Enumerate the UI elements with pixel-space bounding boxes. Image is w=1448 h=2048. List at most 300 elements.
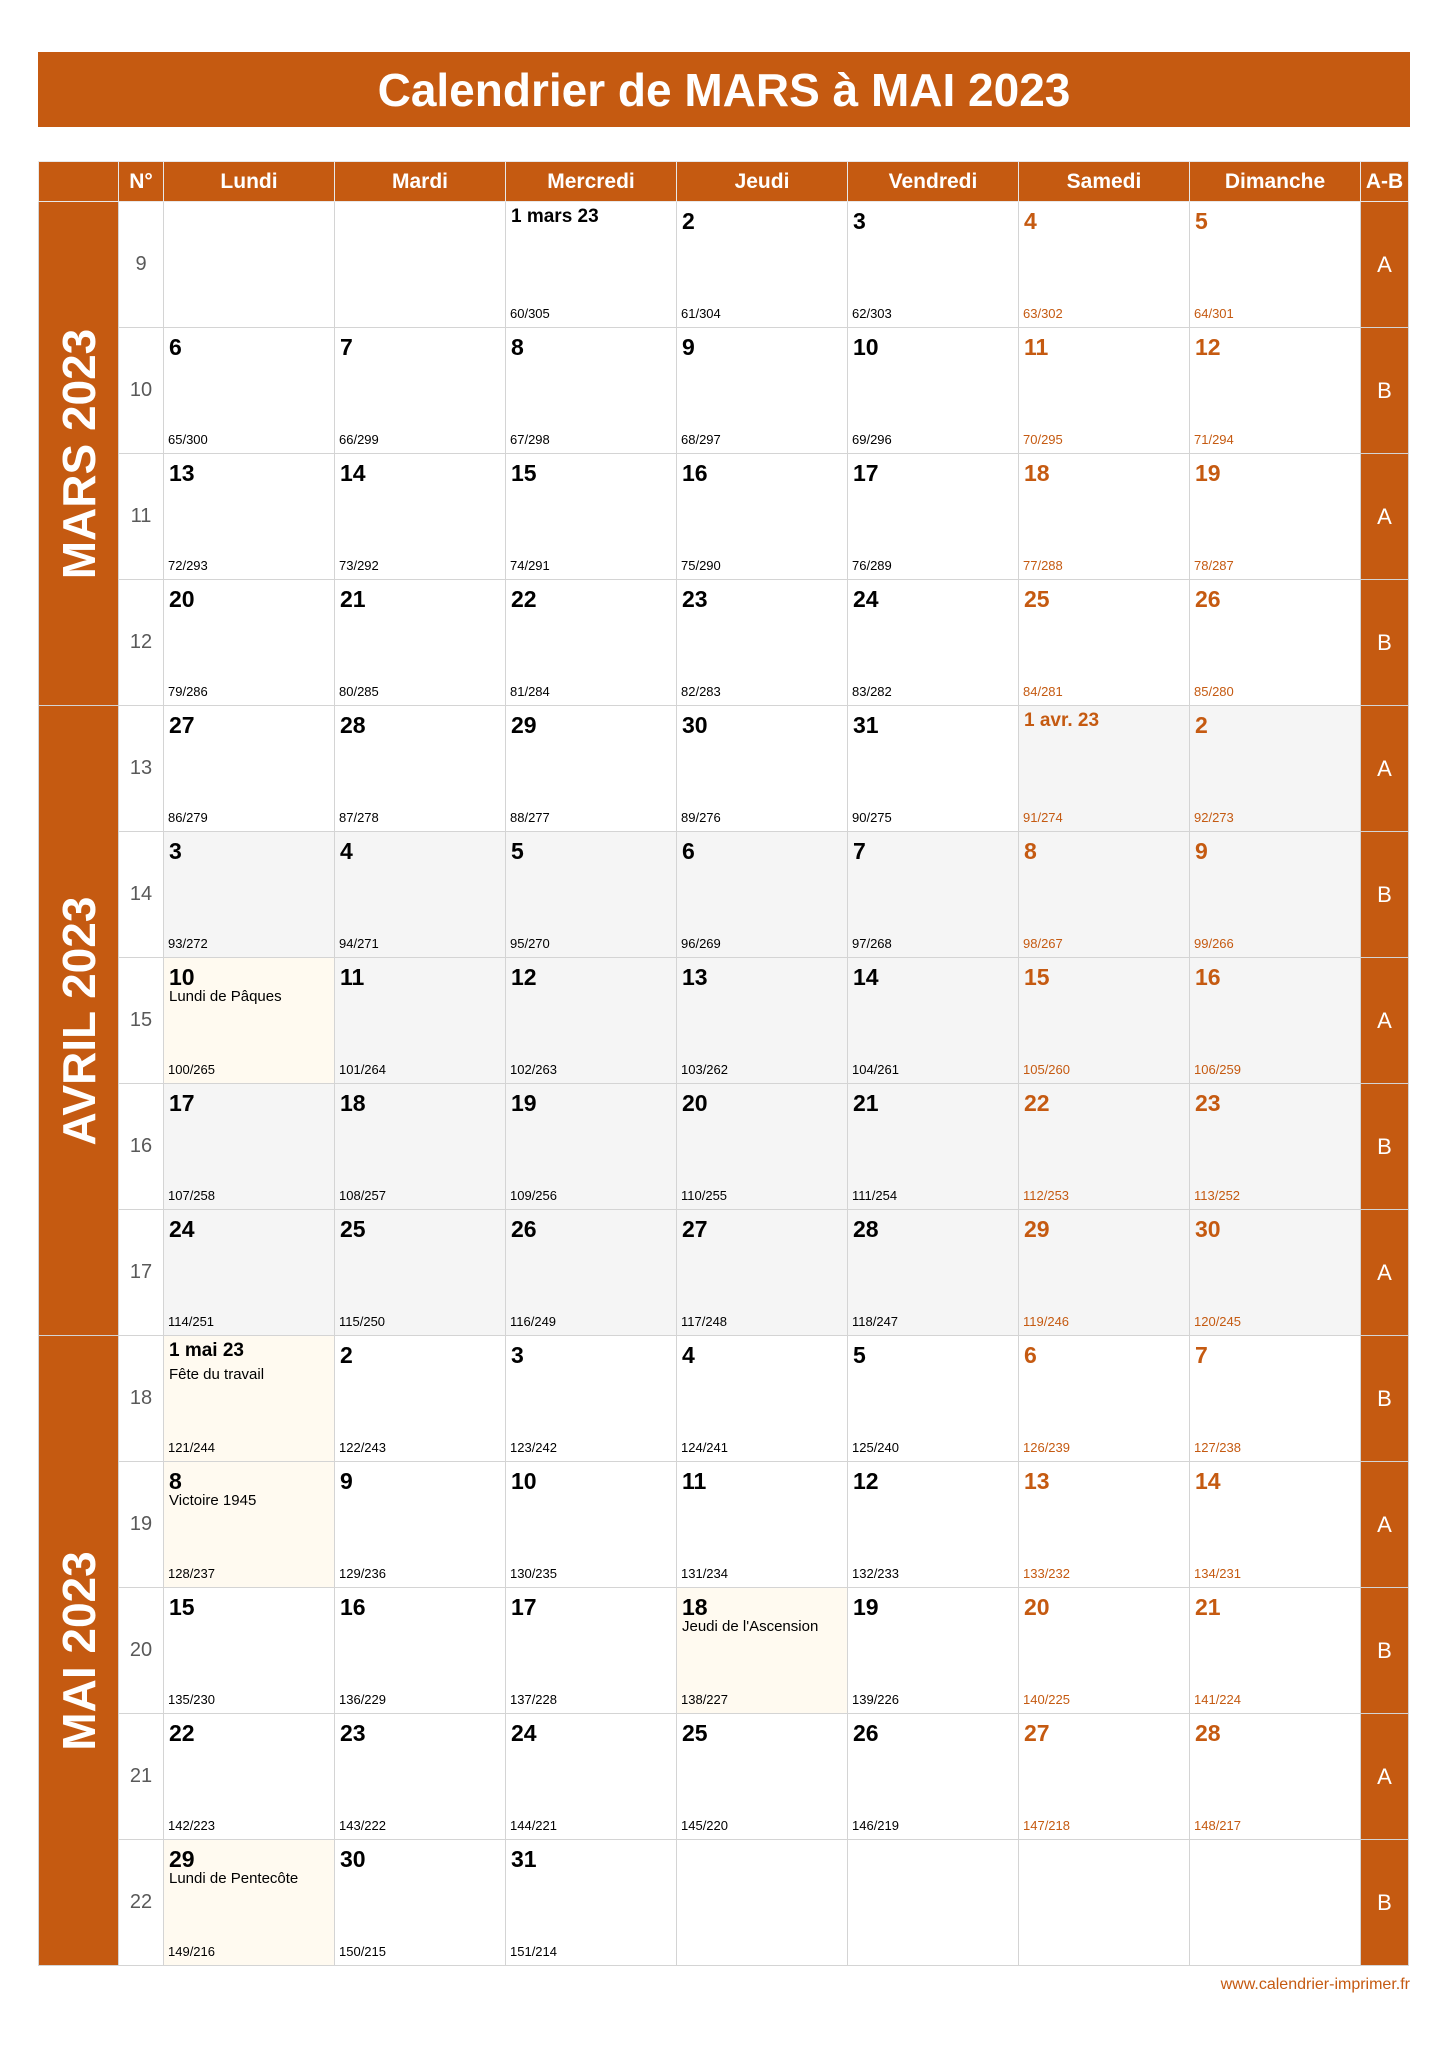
day-number: 20 — [682, 1090, 708, 1116]
day-count: 62/303 — [852, 306, 892, 321]
week-number: 18 — [119, 1336, 164, 1462]
month-label — [39, 706, 119, 1336]
day-cell-mercredi — [506, 706, 677, 832]
day-count: 129/236 — [339, 1566, 386, 1581]
day-number: 7 — [1195, 1342, 1208, 1368]
ab-week-marker: B — [1361, 328, 1409, 454]
day-cell-jeudi — [677, 1462, 848, 1588]
holiday-name: Jeudi de l'Ascension — [682, 1618, 819, 1635]
day-count: 78/287 — [1194, 558, 1234, 573]
day-cell-lundi — [164, 1084, 335, 1210]
day-cell-lundi — [164, 454, 335, 580]
month-header-cell — [39, 162, 119, 202]
day-cell-jeudi — [677, 1840, 848, 1966]
header-jeudi: Jeudi — [677, 162, 848, 202]
day-number: 20 — [1024, 1594, 1050, 1620]
week-row — [39, 1462, 1409, 1588]
header-vendredi: Vendredi — [848, 162, 1019, 202]
day-cell-samedi — [1019, 832, 1190, 958]
day-cell-mardi — [335, 1210, 506, 1336]
day-count: 91/274 — [1023, 810, 1063, 825]
day-number: 31 — [511, 1846, 537, 1872]
day-cell-samedi — [1019, 580, 1190, 706]
header-mardi: Mardi — [335, 162, 506, 202]
day-number: 29 — [1024, 1216, 1050, 1242]
ab-header: A-B — [1361, 162, 1409, 202]
week-number: 22 — [119, 1840, 164, 1966]
day-number: 1 avr. 23 — [1024, 710, 1100, 731]
day-cell-vendredi — [848, 1210, 1019, 1336]
day-number: 19 — [853, 1594, 879, 1620]
day-cell-dimanche — [1190, 202, 1361, 328]
day-cell-mercredi — [506, 832, 677, 958]
day-count: 64/301 — [1194, 306, 1234, 321]
day-number: 28 — [340, 712, 366, 738]
day-cell-samedi — [1019, 1084, 1190, 1210]
day-number: 3 — [511, 1342, 524, 1368]
week-number: 14 — [119, 832, 164, 958]
day-number: 23 — [1195, 1090, 1221, 1116]
day-count: 134/231 — [1194, 1566, 1241, 1581]
day-number: 19 — [511, 1090, 537, 1116]
day-cell-lundi — [164, 1714, 335, 1840]
day-count: 98/267 — [1023, 936, 1063, 951]
day-count: 73/292 — [339, 558, 379, 573]
ab-week-marker: B — [1361, 832, 1409, 958]
day-count: 113/252 — [1194, 1188, 1241, 1203]
day-number: 29 — [169, 1846, 195, 1872]
day-number: 15 — [511, 460, 537, 486]
week-row — [39, 454, 1409, 580]
week-number: 15 — [119, 958, 164, 1084]
day-number: 12 — [1195, 334, 1221, 360]
day-cell-vendredi — [848, 706, 1019, 832]
month-label-text: MARS 2023 — [52, 328, 105, 579]
day-count: 66/299 — [339, 432, 379, 447]
day-count: 127/238 — [1194, 1440, 1241, 1455]
day-number: 30 — [1195, 1216, 1221, 1242]
day-count: 124/241 — [681, 1440, 728, 1455]
day-cell-samedi — [1019, 706, 1190, 832]
day-number: 29 — [511, 712, 537, 738]
day-count: 92/273 — [1194, 810, 1234, 825]
day-count: 67/298 — [510, 432, 550, 447]
day-cell-vendredi — [848, 1084, 1019, 1210]
day-number: 4 — [1024, 208, 1037, 234]
day-cell-samedi — [1019, 1714, 1190, 1840]
day-count: 128/237 — [168, 1566, 215, 1581]
day-cell-vendredi — [848, 1336, 1019, 1462]
day-number: 18 — [340, 1090, 366, 1116]
day-cell-vendredi — [848, 454, 1019, 580]
ab-week-marker: A — [1361, 1462, 1409, 1588]
day-count: 135/230 — [168, 1692, 215, 1707]
day-number: 13 — [1024, 1468, 1050, 1494]
day-number: 10 — [511, 1468, 537, 1494]
day-count: 118/247 — [852, 1314, 899, 1329]
day-number: 24 — [511, 1720, 537, 1746]
day-number: 9 — [1195, 838, 1208, 864]
day-number: 10 — [169, 964, 195, 990]
week-number: 20 — [119, 1588, 164, 1714]
day-cell-mardi — [335, 1084, 506, 1210]
day-count: 74/291 — [510, 558, 550, 573]
day-count: 120/245 — [1194, 1314, 1241, 1329]
day-number: 13 — [682, 964, 708, 990]
day-number: 5 — [511, 838, 524, 864]
week-number: 10 — [119, 328, 164, 454]
month-label-text: MAI 2023 — [52, 1550, 105, 1751]
day-number: 12 — [511, 964, 537, 990]
day-count: 103/262 — [681, 1062, 728, 1077]
day-cell-jeudi — [677, 1084, 848, 1210]
day-count: 116/249 — [510, 1314, 557, 1329]
day-number: 3 — [169, 838, 182, 864]
day-cell-dimanche — [1190, 832, 1361, 958]
day-count: 80/285 — [339, 684, 379, 699]
day-count: 136/229 — [339, 1692, 386, 1707]
ab-week-marker: B — [1361, 580, 1409, 706]
ab-week-marker: A — [1361, 202, 1409, 328]
day-cell-mercredi — [506, 1210, 677, 1336]
day-number: 15 — [1024, 964, 1050, 990]
day-count: 110/255 — [681, 1188, 728, 1203]
day-number: 2 — [340, 1342, 353, 1368]
week-number: 21 — [119, 1714, 164, 1840]
day-number: 12 — [853, 1468, 879, 1494]
day-cell-mardi — [335, 1336, 506, 1462]
day-number: 6 — [682, 838, 695, 864]
day-number: 31 — [853, 712, 879, 738]
day-number: 14 — [1195, 1468, 1221, 1494]
day-cell-mercredi — [506, 454, 677, 580]
day-number: 16 — [1195, 964, 1221, 990]
day-number: 11 — [682, 1468, 707, 1494]
day-count: 89/276 — [681, 810, 721, 825]
day-count: 68/297 — [681, 432, 721, 447]
day-cell-lundi — [164, 1588, 335, 1714]
day-cell-lundi — [164, 1336, 335, 1462]
day-count: 114/251 — [168, 1314, 215, 1329]
day-cell-vendredi — [848, 580, 1019, 706]
day-count: 137/228 — [510, 1692, 557, 1707]
month-label — [39, 202, 119, 706]
day-cell-mercredi — [506, 958, 677, 1084]
day-count: 133/232 — [1023, 1566, 1070, 1581]
day-count: 102/263 — [510, 1062, 557, 1077]
day-count: 82/283 — [681, 684, 721, 699]
day-cell-mardi — [335, 454, 506, 580]
day-cell-mardi — [335, 1714, 506, 1840]
day-number: 23 — [682, 586, 708, 612]
day-cell-mardi — [335, 328, 506, 454]
day-count: 83/282 — [852, 684, 892, 699]
day-count: 90/275 — [852, 810, 892, 825]
day-number: 9 — [682, 334, 695, 360]
day-cell-lundi — [164, 1840, 335, 1966]
day-cell-lundi — [164, 202, 335, 328]
day-number: 11 — [340, 964, 365, 990]
day-cell-mercredi — [506, 1084, 677, 1210]
day-cell-mardi — [335, 580, 506, 706]
day-cell-mercredi — [506, 1462, 677, 1588]
day-number: 4 — [682, 1342, 695, 1368]
day-cell-samedi — [1019, 1462, 1190, 1588]
day-number: 10 — [853, 334, 879, 360]
day-cell-mercredi — [506, 1840, 677, 1966]
day-cell-jeudi — [677, 1210, 848, 1336]
ab-week-marker: B — [1361, 1336, 1409, 1462]
day-number: 6 — [169, 334, 182, 360]
week-row — [39, 580, 1409, 706]
calendar-grid — [38, 161, 1409, 1966]
day-number: 28 — [853, 1216, 879, 1242]
day-number: 22 — [1024, 1090, 1050, 1116]
day-cell-vendredi — [848, 328, 1019, 454]
holiday-name: Lundi de Pâques — [169, 988, 282, 1005]
day-number: 28 — [1195, 1720, 1221, 1746]
day-cell-samedi — [1019, 328, 1190, 454]
day-number: 7 — [340, 334, 353, 360]
month-label — [39, 1336, 119, 1966]
week-number: 13 — [119, 706, 164, 832]
day-number: 26 — [853, 1720, 879, 1746]
day-number: 16 — [682, 460, 708, 486]
day-count: 106/259 — [1194, 1062, 1241, 1077]
day-cell-vendredi — [848, 832, 1019, 958]
day-number: 25 — [682, 1720, 708, 1746]
week-row — [39, 958, 1409, 1084]
day-count: 141/224 — [1194, 1692, 1241, 1707]
day-number: 20 — [169, 586, 195, 612]
day-count: 117/248 — [681, 1314, 728, 1329]
day-number: 8 — [511, 334, 524, 360]
week-row — [39, 1588, 1409, 1714]
day-count: 105/260 — [1023, 1062, 1070, 1077]
day-cell-jeudi — [677, 958, 848, 1084]
day-number: 24 — [169, 1216, 195, 1242]
day-number: 22 — [169, 1720, 195, 1746]
day-count: 104/261 — [852, 1062, 899, 1077]
day-number: 21 — [340, 586, 366, 612]
day-count: 130/235 — [510, 1566, 557, 1581]
day-count: 87/278 — [339, 810, 379, 825]
month-label-text: AVRIL 2023 — [52, 896, 105, 1145]
day-cell-mardi — [335, 1462, 506, 1588]
day-number: 23 — [340, 1720, 366, 1746]
day-cell-dimanche — [1190, 1588, 1361, 1714]
day-number: 14 — [853, 964, 879, 990]
day-number: 27 — [682, 1216, 708, 1242]
day-number: 21 — [853, 1090, 879, 1116]
day-count: 108/257 — [339, 1188, 386, 1203]
day-count: 100/265 — [168, 1062, 215, 1077]
holiday-name: Fête du travail — [169, 1366, 265, 1383]
day-cell-mercredi — [506, 202, 677, 328]
week-row — [39, 328, 1409, 454]
day-count: 109/256 — [510, 1188, 557, 1203]
week-number: 19 — [119, 1462, 164, 1588]
day-count: 75/290 — [681, 558, 721, 573]
week-row — [39, 1336, 1409, 1462]
day-count: 148/217 — [1194, 1818, 1241, 1833]
day-count: 88/277 — [510, 810, 550, 825]
day-count: 99/266 — [1194, 936, 1234, 951]
day-cell-vendredi — [848, 1714, 1019, 1840]
day-number: 1 mai 23 — [169, 1340, 244, 1361]
day-number: 19 — [1195, 460, 1221, 486]
day-count: 139/226 — [852, 1692, 899, 1707]
day-number: 22 — [511, 586, 537, 612]
day-cell-mardi — [335, 1840, 506, 1966]
day-cell-jeudi — [677, 1714, 848, 1840]
day-cell-dimanche — [1190, 454, 1361, 580]
week-number-header: N° — [119, 162, 164, 202]
calendar-title: Calendrier de MARS à MAI 2023 — [38, 52, 1410, 127]
header-samedi: Samedi — [1019, 162, 1190, 202]
day-cell-dimanche — [1190, 706, 1361, 832]
day-count: 96/269 — [681, 936, 721, 951]
day-number: 11 — [1024, 334, 1049, 360]
day-number: 30 — [340, 1846, 366, 1872]
day-number: 16 — [340, 1594, 366, 1620]
ab-week-marker: A — [1361, 958, 1409, 1084]
footer-website: www.calendrier-imprimer.fr — [1220, 1976, 1410, 1993]
week-row — [39, 1084, 1409, 1210]
header-mercredi: Mercredi — [506, 162, 677, 202]
day-number: 27 — [1024, 1720, 1050, 1746]
day-cell-jeudi — [677, 706, 848, 832]
ab-week-marker: A — [1361, 1210, 1409, 1336]
day-cell-mardi — [335, 1588, 506, 1714]
day-number: 25 — [340, 1216, 366, 1242]
day-number: 5 — [1195, 208, 1208, 234]
day-cell-samedi — [1019, 1588, 1190, 1714]
day-cell-jeudi — [677, 454, 848, 580]
day-count: 65/300 — [168, 432, 208, 447]
day-number: 21 — [1195, 1594, 1221, 1620]
day-count: 138/227 — [681, 1692, 728, 1707]
day-count: 146/219 — [852, 1818, 899, 1833]
week-row — [39, 706, 1409, 832]
day-cell-mercredi — [506, 580, 677, 706]
day-count: 72/293 — [168, 558, 208, 573]
header-dimanche: Dimanche — [1190, 162, 1361, 202]
day-cell-jeudi — [677, 832, 848, 958]
day-cell-dimanche — [1190, 958, 1361, 1084]
day-cell-vendredi — [848, 202, 1019, 328]
day-count: 85/280 — [1194, 684, 1234, 699]
day-number: 25 — [1024, 586, 1050, 612]
holiday-name: Victoire 1945 — [169, 1492, 257, 1509]
day-cell-vendredi — [848, 1840, 1019, 1966]
day-count: 126/239 — [1023, 1440, 1070, 1455]
day-cell-lundi — [164, 1210, 335, 1336]
day-cell-samedi — [1019, 454, 1190, 580]
day-count: 95/270 — [510, 936, 550, 951]
day-number: 7 — [853, 838, 866, 864]
day-count: 71/294 — [1194, 432, 1234, 447]
day-number: 18 — [1024, 460, 1050, 486]
day-count: 79/286 — [168, 684, 208, 699]
day-count: 132/233 — [852, 1566, 899, 1581]
day-cell-dimanche — [1190, 1210, 1361, 1336]
day-number: 17 — [169, 1090, 195, 1116]
day-count: 115/250 — [339, 1314, 386, 1329]
day-cell-vendredi — [848, 1588, 1019, 1714]
day-cell-lundi — [164, 958, 335, 1084]
day-number: 26 — [1195, 586, 1221, 612]
day-count: 81/284 — [510, 684, 550, 699]
day-count: 63/302 — [1023, 306, 1063, 321]
day-cell-lundi — [164, 328, 335, 454]
ab-week-marker: A — [1361, 706, 1409, 832]
day-number: 8 — [1024, 838, 1037, 864]
week-number: 17 — [119, 1210, 164, 1336]
day-cell-vendredi — [848, 1462, 1019, 1588]
day-cell-jeudi — [677, 328, 848, 454]
week-number: 11 — [119, 454, 164, 580]
day-cell-dimanche — [1190, 580, 1361, 706]
day-count: 97/268 — [852, 936, 892, 951]
day-cell-dimanche — [1190, 1084, 1361, 1210]
day-number: 27 — [169, 712, 195, 738]
day-number: 17 — [511, 1594, 537, 1620]
week-row — [39, 832, 1409, 958]
day-number: 24 — [853, 586, 879, 612]
day-count: 131/234 — [681, 1566, 728, 1581]
day-count: 119/246 — [1023, 1314, 1070, 1329]
day-number: 13 — [169, 460, 195, 486]
day-cell-lundi — [164, 580, 335, 706]
day-cell-mercredi — [506, 1714, 677, 1840]
day-number: 15 — [169, 1594, 195, 1620]
day-cell-dimanche — [1190, 328, 1361, 454]
day-count: 140/225 — [1023, 1692, 1070, 1707]
day-cell-vendredi — [848, 958, 1019, 1084]
day-number: 17 — [853, 460, 879, 486]
day-number: 5 — [853, 1342, 866, 1368]
day-number: 2 — [1195, 712, 1208, 738]
day-number: 26 — [511, 1216, 537, 1242]
day-count: 142/223 — [168, 1818, 215, 1833]
day-count: 144/221 — [510, 1818, 557, 1833]
day-cell-dimanche — [1190, 1462, 1361, 1588]
day-number: 6 — [1024, 1342, 1037, 1368]
day-cell-samedi — [1019, 1210, 1190, 1336]
day-cell-mercredi — [506, 1588, 677, 1714]
week-number: 12 — [119, 580, 164, 706]
week-number: 9 — [119, 202, 164, 328]
day-count: 145/220 — [681, 1818, 728, 1833]
day-cell-mardi — [335, 958, 506, 1084]
week-row — [39, 202, 1409, 328]
day-count: 93/272 — [168, 936, 208, 951]
header-row — [39, 162, 1409, 202]
day-number: 18 — [682, 1594, 708, 1620]
week-number: 16 — [119, 1084, 164, 1210]
day-count: 60/305 — [510, 306, 550, 321]
day-count: 112/253 — [1023, 1188, 1070, 1203]
day-cell-mardi — [335, 706, 506, 832]
day-cell-mardi — [335, 832, 506, 958]
day-count: 77/288 — [1023, 558, 1063, 573]
day-cell-lundi — [164, 706, 335, 832]
day-count: 121/244 — [168, 1440, 215, 1455]
day-cell-jeudi — [677, 1336, 848, 1462]
day-count: 76/289 — [852, 558, 892, 573]
ab-week-marker: B — [1361, 1588, 1409, 1714]
